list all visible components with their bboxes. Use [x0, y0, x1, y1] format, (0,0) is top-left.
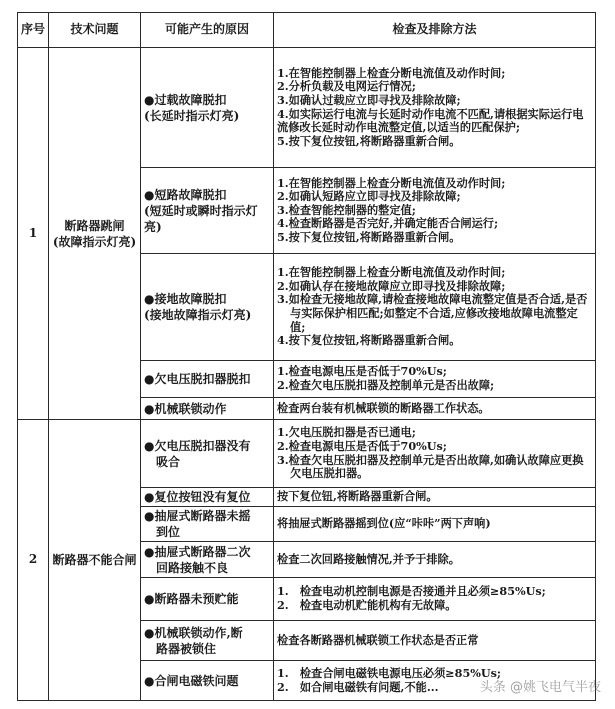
method-step: 2.如确认存在接地故障应立即寻找及排除故障;	[277, 278, 506, 293]
cause-subtitle: (短延时或瞬时指示灯亮)	[144, 203, 258, 234]
cause-title: ●抽屉式断路器二次	[144, 544, 251, 559]
cause-subtitle: (长延时指示灯亮)	[144, 108, 240, 123]
method-cell	[274, 507, 596, 542]
header-row	[18, 13, 596, 48]
method-step: 2. 如合闸电磁铁有问题,不能...	[277, 679, 439, 694]
method-step: 2.检查电源电压是否低于70%Us;	[277, 438, 447, 453]
method-step: 4.按下复位按钮,将断路器重新合闸。	[277, 333, 461, 348]
cause-cell	[141, 48, 274, 168]
method-step: 4.检查断路器是否完好,并确定能否合闸运行;	[277, 216, 499, 231]
cause-title: ●机械联锁动作	[144, 401, 227, 416]
cause-cell	[141, 578, 274, 621]
method-step: 1.在智能控制器上检查分断电流值及动作时间;	[277, 175, 506, 190]
method-cell	[274, 254, 596, 361]
method-step: 1.在智能控制器上检查分断电流值及动作时间;	[277, 265, 506, 280]
cause-cell	[141, 254, 274, 361]
issue-cell	[49, 48, 141, 420]
cause-title: ●欠电压脱扣器没有	[144, 438, 251, 453]
method-step: 3.检查欠电压脱扣器及控制单元是否出故障,如确认故障应更换欠电压脱扣器。	[277, 452, 584, 481]
header-method: 检查及排除方法	[274, 13, 596, 48]
cause-cell	[141, 398, 274, 420]
method-step: 1.检查电源电压是否低于70%Us;	[277, 364, 447, 379]
table-row	[18, 48, 596, 168]
cause-cell	[141, 661, 274, 701]
method-step: 3.如检查无接地故障,请检查接地故障电流整定值是否合适,是否与实际保护相匹配;如整定不合适,应修改接地故障电流整定值;	[277, 292, 588, 334]
method-cell	[274, 488, 596, 507]
method-cell	[274, 420, 596, 488]
cause-subtitle: 到位	[156, 525, 181, 539]
fault-troubleshooting-table	[17, 12, 596, 701]
cause-title: ●过载故障脱扣	[144, 92, 227, 107]
cause-cell	[141, 621, 274, 661]
method-step: 5.按下复位按钮,将断路器重新合闸。	[277, 229, 461, 244]
header-cause: 可能产生的原因	[141, 13, 274, 48]
table-row	[18, 420, 596, 488]
method-step: 2.检查欠电压脱扣器及控制单元是否出故障;	[277, 378, 495, 392]
method-cell	[274, 621, 596, 661]
method-cell	[274, 48, 596, 168]
method-step: 2.分析负载及电网运行情况;	[277, 79, 416, 94]
method-step: 1. 检查合闸电磁铁电源电压必须≥85%Us;	[277, 665, 502, 680]
cause-title: ●合闸电磁铁问题	[144, 673, 239, 688]
method-cell	[274, 542, 596, 578]
issue-title: 断路器跳闸	[64, 218, 125, 233]
cause-title: ●断路器未预贮能	[144, 592, 239, 606]
cause-subtitle: 回路接触不良	[156, 560, 229, 575]
cause-cell	[141, 507, 274, 542]
header-no: 序号	[18, 13, 49, 48]
method-step: 检查两台装有机械联锁的断路器工作状态。	[277, 400, 490, 415]
method-step: 按下复位钮,将断路器重新合闸。	[277, 489, 438, 504]
cause-subtitle: 吸合	[156, 454, 181, 469]
method-step: 1. 检查电动机控制电源是否接通并且必须≥85%Us;	[277, 584, 546, 599]
cause-cell	[141, 488, 274, 507]
method-cell	[274, 361, 596, 398]
method-step: 4.如实际运行电流与长延时动作电流不匹配,请根据实际运行电流修改长延时动作电流整定值,以适当的匹配保护;	[277, 106, 584, 135]
row-number: 1	[18, 48, 49, 420]
method-step: 1.在智能控制器上检查分断电流值及动作时间;	[277, 65, 506, 80]
cause-cell	[141, 168, 274, 254]
header-issue: 技术问题	[49, 13, 141, 48]
cause-title: ●短路故障脱扣	[144, 187, 227, 202]
cause-subtitle: 路器被锁住	[156, 641, 217, 656]
issue-cell	[49, 420, 141, 701]
row-number: 2	[18, 420, 49, 701]
cause-cell	[141, 542, 274, 578]
method-step: 3.检查智能控制器的整定值;	[277, 202, 416, 217]
method-cell	[274, 578, 596, 621]
method-cell	[274, 168, 596, 254]
cause-title: ●机械联锁动作,断	[144, 625, 243, 640]
cause-title: ●欠电压脱扣器脱扣	[144, 372, 251, 386]
cause-subtitle: (接地故障指示灯亮)	[144, 308, 252, 322]
method-step: 1.欠电压脱扣器是否已通电;	[277, 425, 416, 440]
issue-title: 断路器不能合闸	[52, 553, 137, 567]
method-step: 3.如确认过载应立即寻找及排除故障;	[277, 92, 461, 107]
cause-cell	[141, 420, 274, 488]
method-step: 5.按下复位按钮,将断路器重新合闸。	[277, 133, 461, 148]
method-step: 检查二次回路接触情况,并予于排除。	[277, 551, 460, 566]
method-step: 检查各断路器机械联锁工作状态是否正常	[277, 632, 479, 647]
cause-title: ●接地故障脱扣	[144, 292, 227, 306]
method-cell	[274, 398, 596, 420]
method-step: 将抽屉式断路器摇到位(应“咔咔”两下声响)	[277, 516, 491, 531]
cause-title: ●抽屉式断路器未摇	[144, 509, 251, 523]
watermark: 头条 @姚飞电气半夜	[479, 680, 601, 695]
cause-title: ●复位按钮没有复位	[144, 490, 251, 504]
method-step: 2.如确认短路应立即寻找及排除故障;	[277, 189, 461, 204]
cause-cell	[141, 361, 274, 398]
method-step: 2. 检查电动机贮能机构有无故障。	[277, 598, 457, 612]
issue-subtitle: (故障指示灯亮)	[52, 234, 137, 249]
